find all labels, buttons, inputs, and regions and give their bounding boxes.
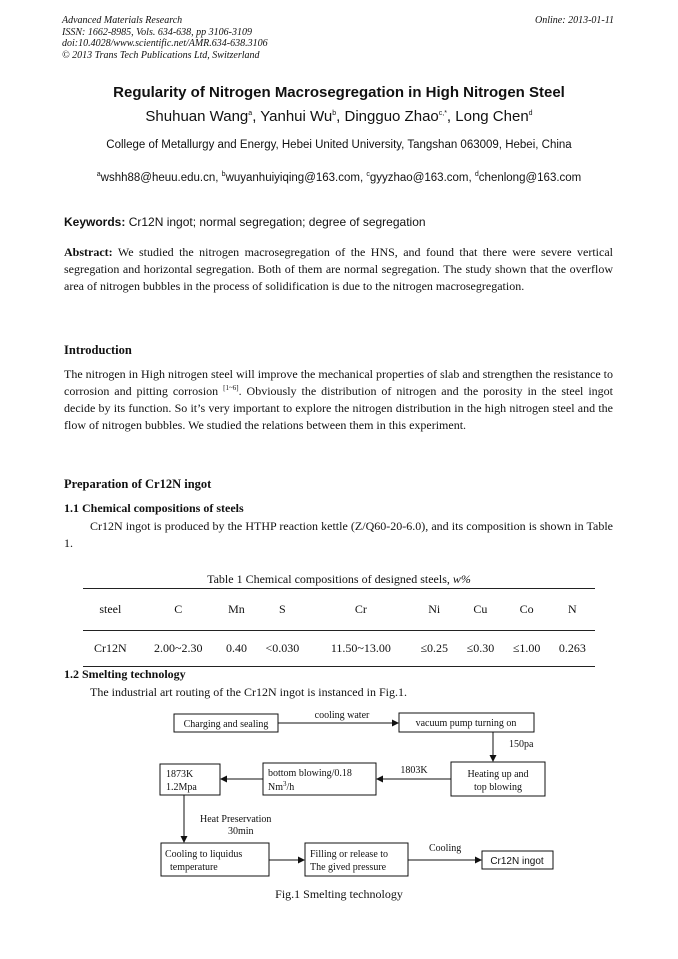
keywords: [64, 215, 426, 229]
author-sep: ,: [336, 108, 345, 125]
pressure-1-2-label: 1.2Mpa: [166, 782, 197, 793]
column-header: N: [568, 602, 577, 616]
keywords-text: Cr12N ingot; normal segregation; degree of segregation: [125, 215, 426, 229]
heating-label-2: top blowing: [473, 782, 523, 793]
table-cell: <0.030: [265, 641, 300, 655]
online-date: Online: 2013-01-11: [535, 15, 614, 26]
copyright-line: © 2013 Trans Tech Publications Ltd, Switzerland: [62, 49, 260, 61]
email-address: wuyanhuiyiqing@163.com,: [225, 172, 367, 184]
column-header: Mn: [228, 602, 245, 616]
ingot-label: Cr12N ingot: [490, 856, 544, 867]
heating-label: Heating up and: [467, 769, 529, 780]
filling-label: Filling or release to: [310, 849, 389, 860]
journal-header: [62, 15, 268, 61]
table-caption: [0, 572, 678, 587]
table-cell: 2.00~2.30: [154, 641, 203, 655]
citation: [1~6]: [223, 384, 239, 392]
journal-name: Advanced Materials Research: [62, 15, 183, 26]
table-cell: Cr12N: [94, 641, 127, 655]
email-sup: a: [96, 171, 101, 179]
intro-heading: Introduction: [64, 343, 132, 357]
paper-title: Regularity of Nitrogen Macrosegregation in High Nitrogen Steel: [113, 84, 565, 101]
column-header: C: [174, 602, 183, 616]
author-sup: d: [528, 110, 533, 117]
author-sup: c,*: [438, 110, 447, 117]
subsection-1-1-text: Cr12N ingot is produced by the HTHP reaction kettle (Z/Q60-20-6.0), and its composition is shown in Table 1.: [64, 519, 613, 550]
email-address: chenlong@163.com: [478, 172, 582, 184]
heat-preservation-label: Heat Preservation: [200, 814, 272, 825]
filling-label-2: The gived pressure: [310, 862, 387, 873]
abstract-text: We studied the nitrogen macrosegregation of the HNS, and found that there were severe vertical segregation and horizontal segregation. Both of them are normal segregation. The study shown that the overflow area of nitrogen bubbles in the process of solidification is due to the nitrogen macrosegregation.: [64, 245, 613, 293]
cooling-label: Cooling: [429, 843, 462, 854]
column-header: S: [279, 602, 286, 616]
column-header: steel: [99, 602, 122, 616]
author-sep: ,: [252, 108, 261, 125]
author-list: [0, 108, 678, 125]
column-header: Cu: [473, 602, 488, 616]
table-cell: ≤0.30: [466, 641, 495, 655]
email-list: [0, 172, 678, 184]
intro-text-cont: . Obviously the distribution of nitrogen and the porosity in the steel ingot decide by its function. So it’s very important to explore the nitrogen distribution in the high nitrogen steel and the flow of nitrogen bubbles. We studied the relations between them in this experiment.: [64, 384, 613, 432]
cool-liquidus-label: Cooling to liquidus: [165, 849, 243, 860]
table-header-row: [83, 589, 595, 631]
keywords-label: Keywords:: [64, 215, 126, 229]
author-sup: b: [332, 110, 337, 117]
email-sup: c: [366, 171, 370, 179]
pressure-150-label: 150pa: [509, 739, 534, 750]
column-header: Cr: [354, 602, 367, 616]
unit-nm: Nm: [268, 782, 283, 793]
abstract-label: Abstract:: [64, 245, 113, 259]
temp-1803-label: 1803K: [400, 765, 428, 776]
issn-line: ISSN: 1662-8985, Vols. 634-638, pp 3106-3109: [62, 26, 252, 38]
subsection-1-2: 1.2 Smelting technology: [64, 667, 186, 681]
figure-caption: Fig.1 Smelting technology: [275, 887, 403, 901]
bottom-blowing-label: bottom blowing/0.18: [268, 768, 352, 779]
author-name: Dingguo Zhao: [344, 108, 439, 125]
author-sup: a: [248, 110, 253, 117]
author-sep: ,: [446, 108, 456, 125]
author-name: Yanhui Wu: [260, 108, 333, 125]
unit-sup: 3: [283, 780, 287, 788]
table-cell: 0.263: [558, 641, 586, 655]
table-cell: 0.40: [225, 641, 247, 655]
prep-heading: Preparation of Cr12N ingot: [64, 477, 212, 491]
composition-table: [83, 588, 595, 667]
smelting-flowchart: [150, 706, 560, 884]
table-cell: 11.50~13.00: [330, 641, 391, 655]
subsection-1-1: 1.1 Chemical compositions of steels: [64, 501, 244, 515]
table-row: [83, 631, 595, 667]
cool-liquidus-label-2: temperature: [170, 862, 218, 873]
table-caption-text: Table 1 Chemical compositions of designed steels,: [207, 572, 453, 586]
column-header: Co: [519, 602, 534, 616]
email-address: wshh88@heuu.edu.cn,: [100, 172, 222, 184]
charging-label: Charging and sealing: [183, 719, 269, 730]
abstract: [64, 244, 613, 295]
heat-preservation-time: 30min: [228, 826, 254, 837]
table-cell: ≤1.00: [512, 641, 541, 655]
subsection-1-2-text: The industrial art routing of the Cr12N ingot is instanced in Fig.1.: [90, 685, 407, 699]
intro-paragraph: [64, 366, 613, 434]
temp-1873-label: 1873K: [166, 769, 194, 780]
doi-line: doi:10.4028/www.scientific.net/AMR.634-638.3106: [62, 38, 268, 49]
author-name: Long Chen: [455, 108, 529, 125]
affiliation: College of Metallurgy and Energy, Hebei United University, Tangshan 063009, Hebei, China: [106, 139, 572, 151]
table-caption-unit: w%: [452, 572, 471, 586]
column-header: Ni: [428, 602, 441, 616]
unit-per-h: /h: [286, 782, 295, 793]
email-sup: d: [474, 171, 479, 179]
email-address: gyyzhao@163.com,: [369, 172, 475, 184]
table-cell: ≤0.25: [420, 641, 449, 655]
cooling-water-label: cooling water: [314, 710, 370, 721]
bottom-blowing-unit: [268, 780, 294, 793]
author-name: Shuhuan Wang: [145, 108, 249, 125]
email-sup: b: [221, 171, 226, 179]
vacuum-label: vacuum pump turning on: [415, 718, 517, 729]
intro-text: The nitrogen in High nitrogen steel will improve the mechanical properties of slab and strengthen the resistance to corrosion and pitting corrosion: [64, 367, 613, 398]
